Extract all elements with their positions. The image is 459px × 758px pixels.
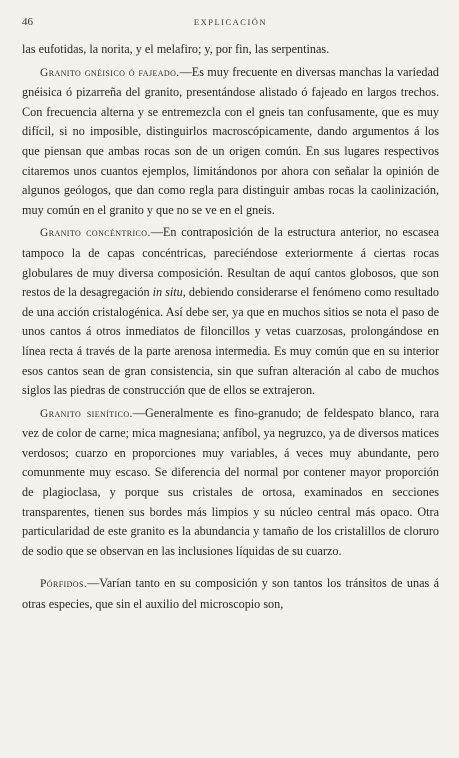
paragraph-granito-sienitico <box>22 404 439 562</box>
paragraph-granito-gneisico <box>22 63 439 221</box>
section-heading: Granito sienítico. <box>40 407 133 420</box>
page-number: 46 <box>22 16 33 28</box>
running-head: EXPLICACIÓN <box>193 17 268 27</box>
paragraph-gap <box>22 564 439 574</box>
paragraph-continuation <box>22 40 439 60</box>
italic-term: in situ <box>152 285 183 300</box>
paragraph-text: , debiendo considerarse el fenómeno como resultado de una acción cristalogénica. Así debe ser, ya que en muchos sitios se nota el paso de unos cantos á otros inmediatos de filoncillos y vetas cuarzosas, prolongándose en línea recta á través de la parte arenosa intermedia. Es muy común que en su interior esos cantos sean de gran consistencia, sin que sufran alteración al cabo de muchos siglos las piedras de construcción que de ellos se extrajeron. <box>22 285 439 398</box>
paragraph-text: —Varían tanto en su composición y son tantos los tránsitos de unas á otras especies, que sin el auxilio del microscopio son, <box>22 576 439 612</box>
paragraph-text: —En contraposición de la estructura anterior, no escasea tampoco la de capas concéntricas, pareciéndose exteriormente á ciertas rocas globulares de muy diversa composición. Resultan de aquí cantos globosos, que son restos de la desagregación <box>22 225 439 300</box>
section-heading: Pórfidos. <box>40 578 88 591</box>
section-heading: Granito concéntrico. <box>40 227 151 240</box>
paragraph-text: —Es muy frecuente en diversas manchas la variedad gnéisica ó pizarreña del granito, presentándose alistado ó fajeado en largos trechos. Con frecuencia alterna y se entremezcla con el gneis tan confusamente, que es muy difícil, si no imposible, distinguirlos macroscópicamente, dando argumentos á los que piensan que ambas rocas son de un origen común. En sus lugares respectivos citaremos unos cuantos ejemplos, limitándonos por ahora con señalar la opinión de algunos geólogos, que dan como regla para distinguir ambas rocas la caolinización, muy común en el granito y que no se ve en el gneis. <box>22 64 439 217</box>
page-header <box>22 16 439 36</box>
section-heading: Granito gnéisico ó fajeado. <box>40 66 180 79</box>
paragraph-text: las eufotidas, la norita, y el melafiro; y, por fin, las serpentinas. <box>22 42 330 56</box>
paragraph-text: —Generalmente es fino-granudo; de feldespato blanco, rara vez de color de carne; mica magnesiana; anfíbol, ya negruzco, ya de diversos matices verdosos; cuarzo en proporciones muy variables, á veces muy abundante, pero comunmente muy escaso. Se diferencia del normal por contener mayor proporción de plagioclasa, y porque sus cristales de ortosa, examinados en secciones transparentes, tienen sus bordes más limpios y su núcleo central más opaco. Otra particularidad de este granito es la abundancia y tamaño de los cristalillos de cloruro de sodio que se observan en las inclusiones líquidas de su cuarzo. <box>22 405 439 558</box>
paragraph-granito-concentrico <box>22 223 439 400</box>
paragraph-porfidos <box>22 574 439 614</box>
page-body <box>22 40 439 615</box>
